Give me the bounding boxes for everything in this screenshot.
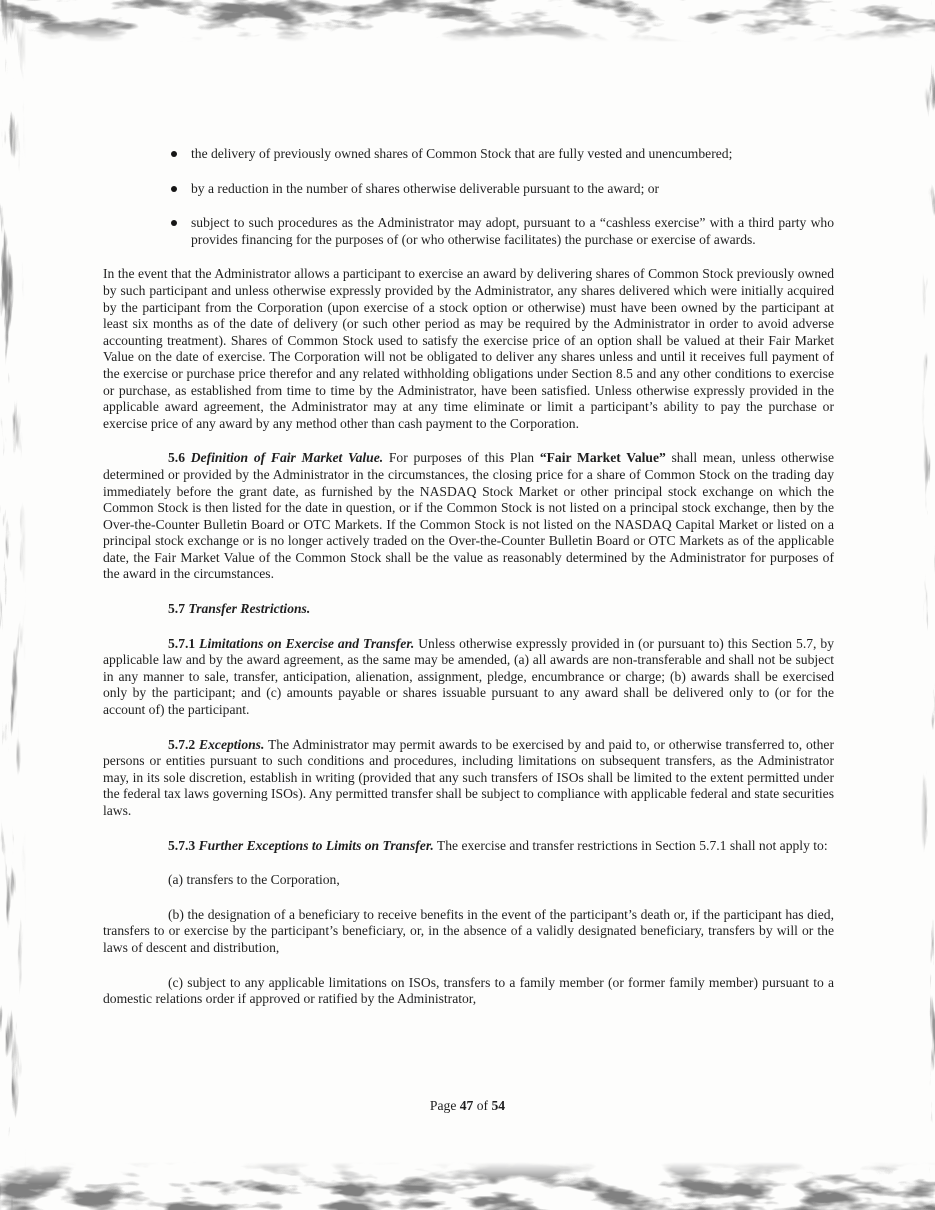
paragraph [103,872,834,889]
text-run: Further Exceptions to Limits on Transfer. [198,837,434,853]
text-run: subject to such procedures as the Administrator may adopt, pursuant to a “cashless exercise” with a third party who provides financing for the purposes of (or who otherwise facilitates) the purchase or exercise of awards. [191,215,834,247]
bullet-icon [171,151,177,157]
paragraph [103,601,834,618]
page-number-total: 54 [491,1098,506,1113]
text-run: 5.6 [168,450,191,466]
page-number-current: 47 [459,1098,474,1113]
text-run: Exceptions. [199,736,265,752]
text-run: 5.7.1 [168,635,200,651]
text-run: 5.7.3 [168,837,199,853]
paragraph [103,907,834,957]
text-run: the delivery of previously owned shares of Common Stock that are fully vested and unencumbered; [191,146,733,161]
paragraph [103,838,834,855]
scan-noise-left-edge [0,0,26,1210]
text-run: (c) subject to any applicable limitations on ISOs, transfers to a family member (or former family member) pursuant to a domestic relations order if approved or ratified by the Administrator, [103,974,834,1007]
text-run: Transfer Restrictions. [188,601,311,617]
page-footer [0,1098,935,1115]
text-run: (b) the designation of a beneficiary to receive benefits in the event of the participant’s death or, if the participant has died, transfers to or exercise by the participant’s beneficiary, or, in the absence of a validly designated beneficiary, transfers by will or the laws of descent and distribution, [103,906,834,955]
text-run: 5.7.2 [168,736,200,752]
footer-label: Page [429,1098,460,1113]
text-run: 5.7 [168,601,189,617]
text-run: For purposes of this Plan [383,450,540,466]
text-run: Limitations on Exercise and Transfer. [199,635,415,651]
text-run: The Administrator may permit awards to be exercised by and paid to, or otherwise transferred to, other persons or entities pursuant to such conditions and procedures, including limitations on subsequent transfers, as the Administrator may, in its sole discretion, establish in writing (provided that any such transfers of ISOs shall be limited to the extent permitted under the federal tax laws governing ISOs). Any permitted transfer shall be subject to compliance with applicable federal and state securities laws. [103,736,834,818]
text-run: The exercise and transfer restrictions in Section 5.7.1 shall not apply to: [433,837,828,853]
bullet-icon [171,186,177,192]
text-run: (a) transfers to the Corporation, [168,872,340,888]
scan-noise-bottom-edge [0,1162,935,1210]
text-run: “Fair Market Value” [539,450,666,466]
bullet-item [103,215,834,248]
bullet-icon [171,220,177,226]
paragraph [103,450,834,583]
paragraph [103,975,834,1008]
text-run: Unless otherwise expressly provided in (or pursuant to) this Section 5.7, by applicable law and by the award agreement, as the same may be amended, (a) all awards are non-transferable and shall not be subject in any manner to sale, transfer, anticipation, alienation, assignment, pledge, encumbrance or charge; (b) awards shall be exercised only by the participant; and (c) amounts payable or shares issuable pursuant to any award shall be delivered only to (or for the account of) the participant. [103,635,834,718]
paragraph [103,636,834,719]
footer-label: of [473,1098,492,1113]
bullet-item [103,181,834,198]
scan-noise-top-edge [0,0,935,42]
text-run: shall mean, unless otherwise determined or provided by the Administrator in the circumstances, the closing price for a share of Common Stock on the trading day immediately before the grant date, as furnished by the NASDAQ Stock Market or other principal stock exchange on which the Common Stock is then listed for the date in question, or if the Common Stock is not listed on a principal stock exchange, then by the Over-the-Counter Bulletin Board or OTC Markets. If the Common Stock is not listed on the NASDAQ Capital Market or listed on a principal stock exchange or is no longer actively traded on the Over-the-Counter Bulletin Board or OTC Markets as of the applicable date, the Fair Market Value of the Common Stock shall be the value as reasonably determined by the Administrator for purposes of the award in the circumstances. [103,450,834,582]
paragraph [103,737,834,820]
bullet-item [103,146,834,163]
text-run: by a reduction in the number of shares otherwise deliverable pursuant to the award; or [191,180,660,196]
scan-noise-right-edge [921,0,935,1210]
document-content [103,146,834,1026]
text-run: Definition of Fair Market Value. [190,450,384,466]
text-run: In the event that the Administrator allows a participant to exercise an award by delivering shares of Common Stock previously owned by such participant and unless otherwise expressly provided by the Administrator, any shares delivered which were initially acquired by the participant from the Corporation (upon exercise of a stock option or otherwise) must have been owned by the participant at least six months as of the date of delivery (or such other period as may be required by the Administrator in order to avoid adverse accounting treatment). Shares of Common Stock used to satisfy the exercise price of an option shall be valued at their Fair Market Value on the date of exercise. The Corporation will not be obligated to deliver any shares unless and until it receives full payment of the exercise or purchase price therefor and any related withholding obligations under Section 8.5 and any other conditions to exercise or purchase, as established from time to time by the Administrator, have been satisfied. Unless otherwise expressly provided in the applicable award agreement, the Administrator may at any time eliminate or limit a participant’s ability to pay the purchase or exercise price of any award by any method other than cash payment to the Corporation. [103,266,834,431]
paragraph [103,266,834,432]
